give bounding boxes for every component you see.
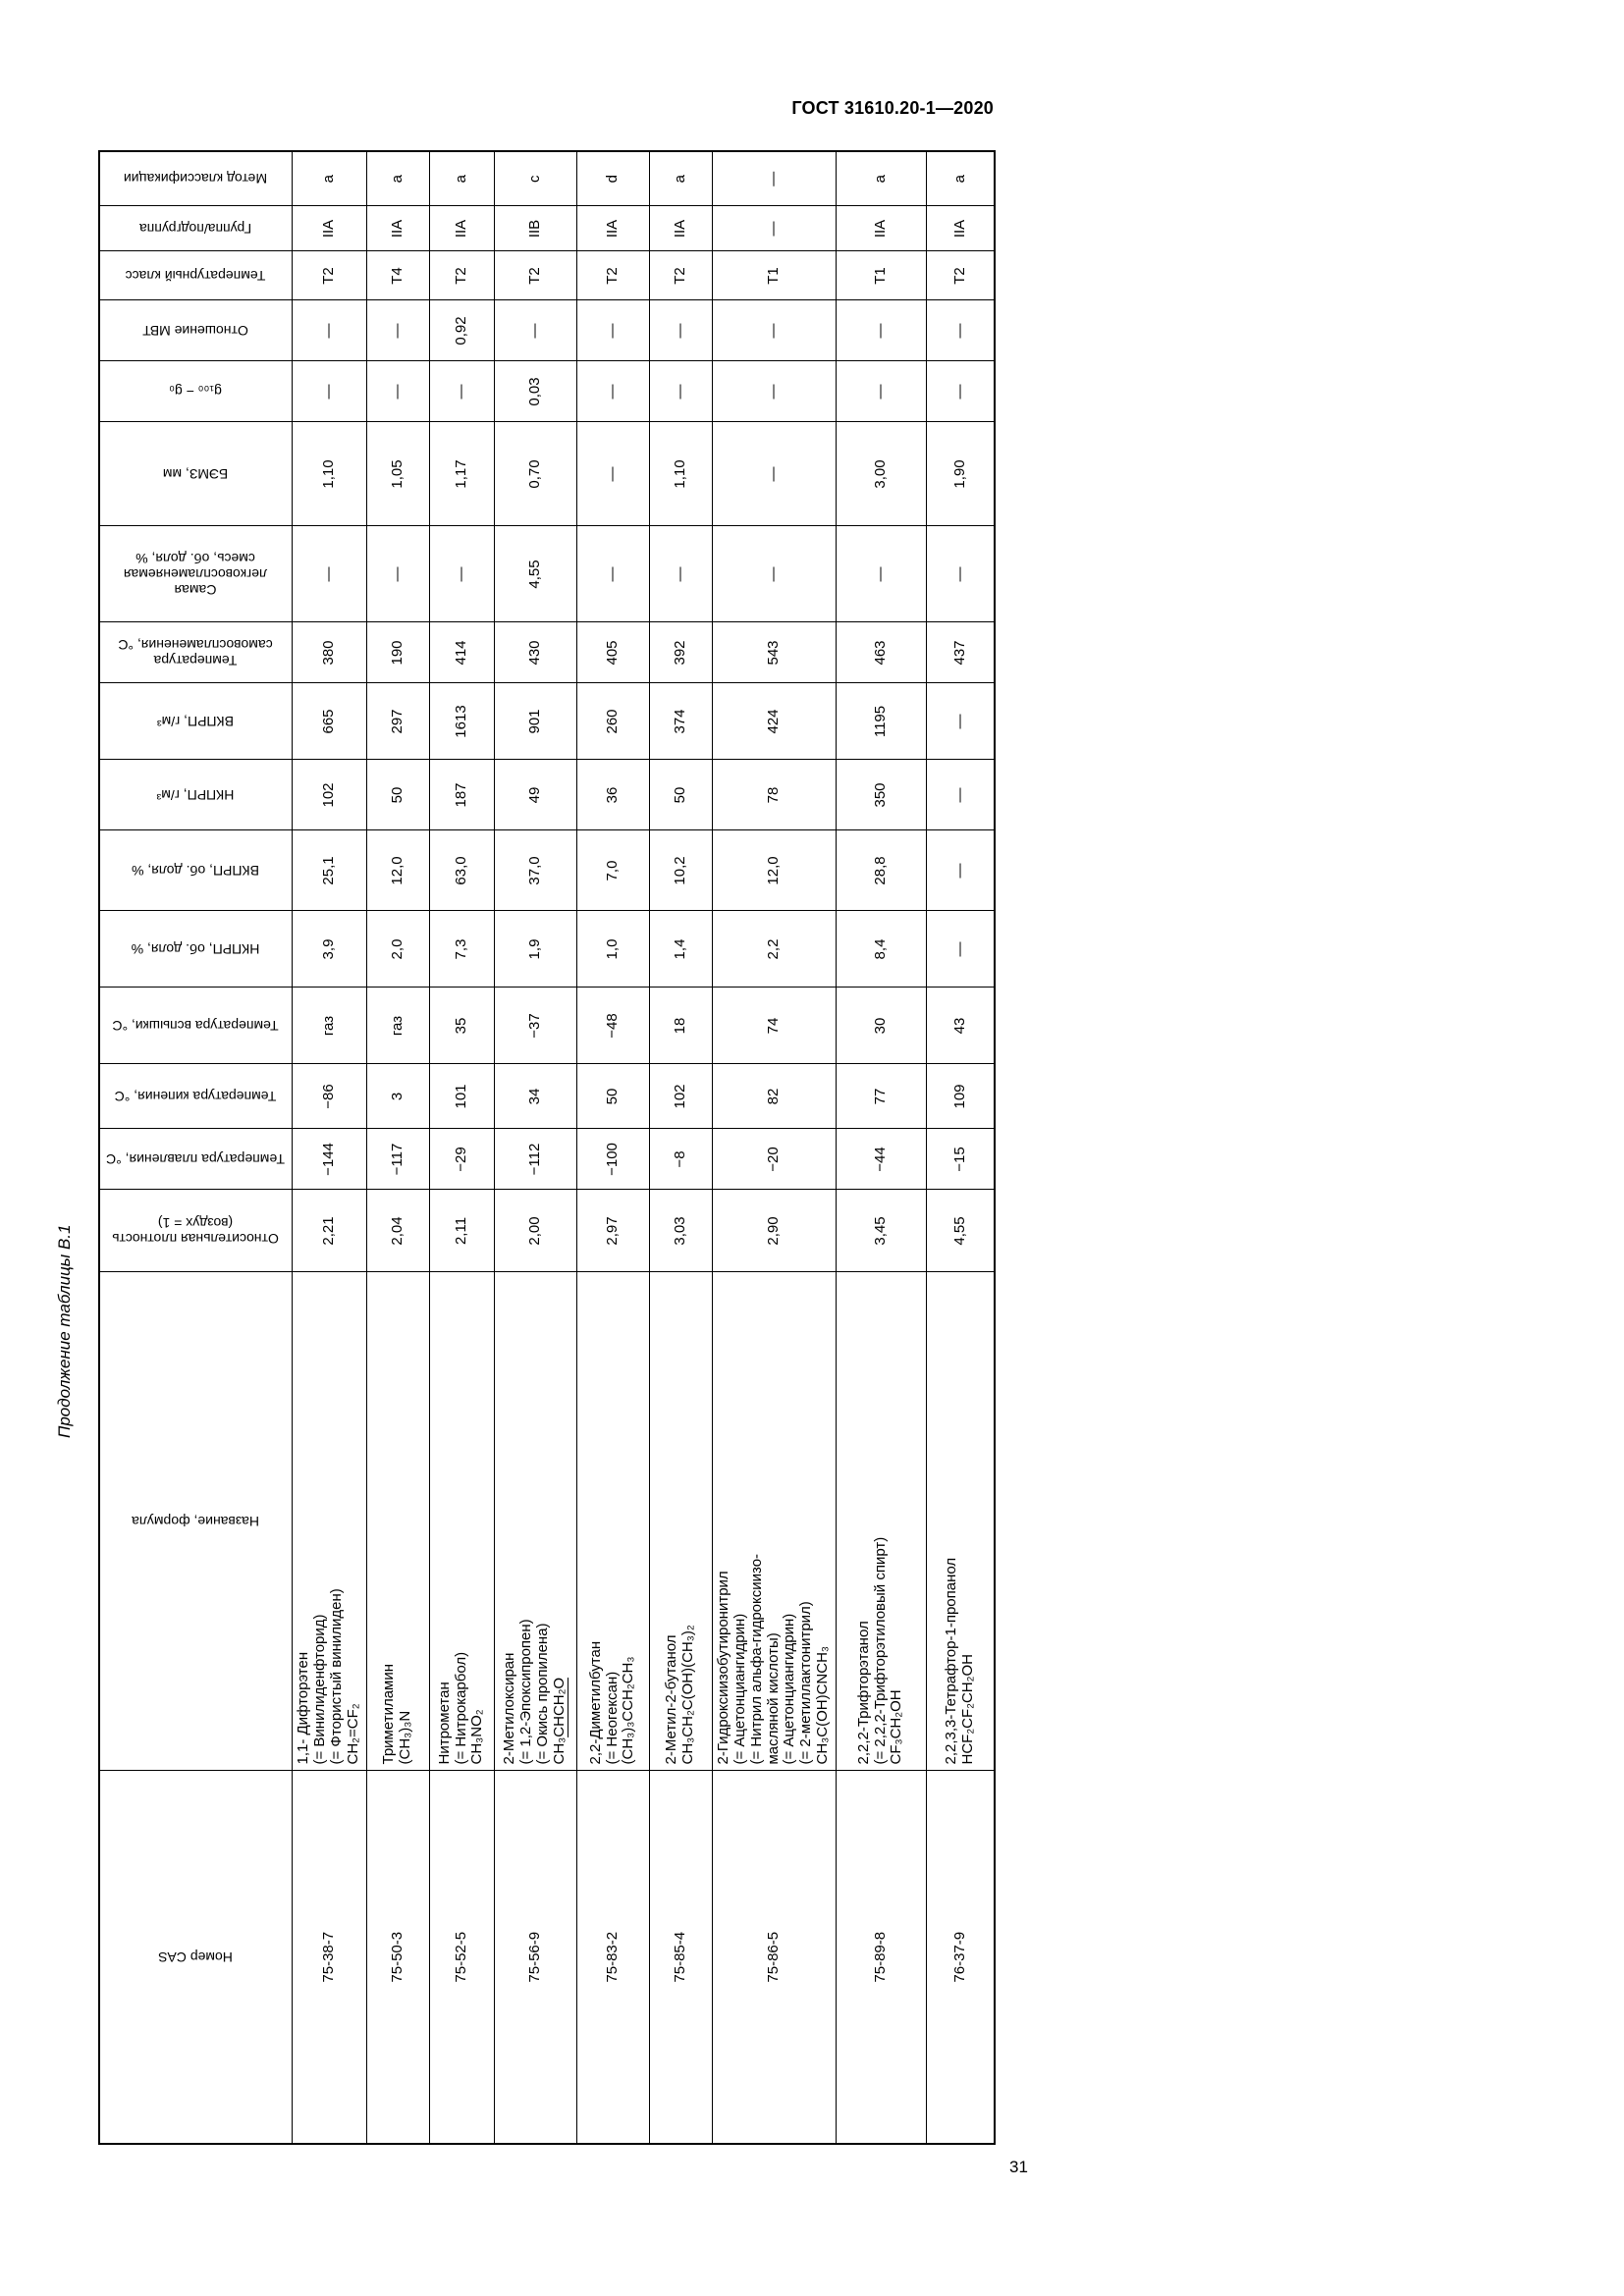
value-cell: 49 xyxy=(494,760,576,830)
substance-name-cell xyxy=(836,1272,926,1771)
substance-name-line: (= Ацетонциангидрин) xyxy=(731,1613,748,1765)
value-cell: 36 xyxy=(576,760,649,830)
substance-name-line: CH₂=CF₂ xyxy=(344,1703,361,1765)
value-cell: Т2 xyxy=(926,251,995,300)
value-cell: газ xyxy=(292,988,366,1064)
substance-name-line: 2-Гидроксиизобутиронитрил xyxy=(714,1571,731,1765)
value-cell: 35 xyxy=(429,988,494,1064)
value-cell: IIA xyxy=(292,206,366,251)
value-cell: — xyxy=(712,151,836,206)
value-cell: 3,9 xyxy=(292,911,366,988)
value-cell: 437 xyxy=(926,622,995,683)
substance-name-line: 2-Метил-2-бутанол xyxy=(663,1634,680,1765)
table-b1 xyxy=(98,150,996,2145)
value-cell: 1,17 xyxy=(429,422,494,526)
value-cell: 1,0 xyxy=(576,911,649,988)
cas-number-cell: 75-83-2 xyxy=(576,1771,649,2144)
value-cell: 3 xyxy=(366,1064,429,1129)
table-row xyxy=(649,151,712,2144)
rotated-table-container xyxy=(98,152,994,2145)
value-cell: 78 xyxy=(712,760,836,830)
value-cell: IIA xyxy=(576,206,649,251)
column-header-14 xyxy=(99,300,292,361)
value-cell: — xyxy=(926,760,995,830)
value-cell: −15 xyxy=(926,1129,995,1190)
substance-name-line: (= 2-метиллактонитрил) xyxy=(797,1601,815,1765)
value-cell: 190 xyxy=(366,622,429,683)
value-cell: 405 xyxy=(576,622,649,683)
value-cell: −86 xyxy=(292,1064,366,1129)
substance-name-line: 1,1- Дифторэтен xyxy=(295,1651,312,1765)
value-cell: — xyxy=(926,526,995,622)
substance-name-line: CH₃CH₂C(OH)(CH₃)₂ xyxy=(679,1625,696,1765)
value-cell: −100 xyxy=(576,1129,649,1190)
value-cell: 101 xyxy=(429,1064,494,1129)
value-cell: 74 xyxy=(712,988,836,1064)
value-cell: 50 xyxy=(366,760,429,830)
substance-name-line: (= Окись пропилена) xyxy=(534,1623,551,1765)
value-cell: — xyxy=(836,361,926,422)
column-header-label: Температура кипения, °С xyxy=(114,1089,277,1105)
column-header-7 xyxy=(99,830,292,911)
value-cell: a xyxy=(649,151,712,206)
value-cell: 2,21 xyxy=(292,1190,366,1272)
value-cell: 63,0 xyxy=(429,830,494,911)
table-row xyxy=(836,151,926,2144)
substance-name-line: 2,2,3,3-Тетрафтор-1-пропанол xyxy=(942,1557,959,1765)
table-header-row xyxy=(99,151,292,2144)
value-cell: Т1 xyxy=(836,251,926,300)
value-cell: 8,4 xyxy=(836,911,926,988)
value-cell: 12,0 xyxy=(366,830,429,911)
value-cell: Т2 xyxy=(494,251,576,300)
substance-name-line: HCF₂CF₂CH₂OH xyxy=(958,1654,976,1765)
value-cell: 2,00 xyxy=(494,1190,576,1272)
substance-name-line: (CH₃)₃CCH₂CH₃ xyxy=(620,1656,637,1765)
value-cell: 1,4 xyxy=(649,911,712,988)
value-cell: 2,04 xyxy=(366,1190,429,1272)
substance-name-line: (= Ацетонциангидрин) xyxy=(781,1613,798,1765)
value-cell: — xyxy=(649,526,712,622)
value-cell: — xyxy=(926,911,995,988)
table-row xyxy=(366,151,429,2144)
value-cell: −8 xyxy=(649,1129,712,1190)
cas-number-cell: 75-85-4 xyxy=(649,1771,712,2144)
column-header-label: НКПРП, г/м³ xyxy=(156,787,235,804)
value-cell: c xyxy=(494,151,576,206)
value-cell: 18 xyxy=(649,988,712,1064)
value-cell: 430 xyxy=(494,622,576,683)
table-continuation-caption: Продолжение таблицы В.1 xyxy=(55,1224,74,1438)
column-header-label: Температура плавления, °С xyxy=(106,1151,286,1168)
column-header-label: НКПРП, об. доля, % xyxy=(131,941,260,958)
column-header-4 xyxy=(99,1064,292,1129)
value-cell: Т2 xyxy=(649,251,712,300)
value-cell: 1,90 xyxy=(926,422,995,526)
value-cell: — xyxy=(649,361,712,422)
page-number: 31 xyxy=(1009,2158,1028,2176)
value-cell: −37 xyxy=(494,988,576,1064)
value-cell: 102 xyxy=(649,1064,712,1129)
value-cell: — xyxy=(576,526,649,622)
substance-name-line: 2,2,2-Трифторэтанол xyxy=(854,1621,872,1765)
column-header-label: g₁₀₀ − g₀ xyxy=(169,384,223,400)
substance-name-line: масляной кислоты) xyxy=(764,1632,782,1765)
value-cell: 4,55 xyxy=(494,526,576,622)
value-cell: 77 xyxy=(836,1064,926,1129)
value-cell: 7,0 xyxy=(576,830,649,911)
value-cell: 0,92 xyxy=(429,300,494,361)
column-header-label: Температура вспышки, °С xyxy=(112,1018,279,1035)
value-cell: a xyxy=(366,151,429,206)
value-cell: IIA xyxy=(649,206,712,251)
value-cell: — xyxy=(292,361,366,422)
substance-name-cell xyxy=(292,1272,366,1771)
value-cell: — xyxy=(926,300,995,361)
value-cell: a xyxy=(836,151,926,206)
value-cell: — xyxy=(926,683,995,760)
column-header-label: Самая легковоспламеняемая смесь, об. доля, % xyxy=(124,550,268,599)
substance-name-line: (= Винилиденфторид) xyxy=(311,1614,329,1765)
column-header-5 xyxy=(99,988,292,1064)
value-cell: 414 xyxy=(429,622,494,683)
column-header-3 xyxy=(99,1129,292,1190)
value-cell: 25,1 xyxy=(292,830,366,911)
substance-name-line: 2,2-Диметилбутан xyxy=(586,1640,604,1765)
value-cell: Т2 xyxy=(292,251,366,300)
value-cell: IIA xyxy=(366,206,429,251)
value-cell: 1,05 xyxy=(366,422,429,526)
value-cell: 50 xyxy=(576,1064,649,1129)
value-cell: 2,0 xyxy=(366,911,429,988)
table-row xyxy=(576,151,649,2144)
column-header-label: Температурный класс xyxy=(125,268,266,285)
value-cell: IIA xyxy=(836,206,926,251)
value-cell: 350 xyxy=(836,760,926,830)
value-cell: 2,11 xyxy=(429,1190,494,1272)
column-header-9 xyxy=(99,683,292,760)
value-cell: 109 xyxy=(926,1064,995,1129)
cas-number-cell: 75-89-8 xyxy=(836,1771,926,2144)
column-header-label: Метод классификации xyxy=(124,171,268,187)
substance-name-line: CF₃CH₂OH xyxy=(888,1689,905,1765)
value-cell: Т2 xyxy=(576,251,649,300)
table-row xyxy=(292,151,366,2144)
value-cell: 392 xyxy=(649,622,712,683)
column-header-label: БЭМЗ, мм xyxy=(163,466,229,483)
value-cell: — xyxy=(712,526,836,622)
value-cell: 1,10 xyxy=(649,422,712,526)
value-cell: −144 xyxy=(292,1129,366,1190)
value-cell: IIA xyxy=(429,206,494,251)
value-cell: — xyxy=(712,206,836,251)
substance-name-line: (CH₃)₃N xyxy=(397,1710,413,1765)
substance-name-cell xyxy=(712,1272,836,1771)
value-cell: 297 xyxy=(366,683,429,760)
value-cell: 28,8 xyxy=(836,830,926,911)
column-header-6 xyxy=(99,911,292,988)
column-header-1 xyxy=(99,1272,292,1771)
value-cell: — xyxy=(292,526,366,622)
column-header-10 xyxy=(99,622,292,683)
value-cell: 665 xyxy=(292,683,366,760)
cas-number-cell: 76-37-9 xyxy=(926,1771,995,2144)
value-cell: Т4 xyxy=(366,251,429,300)
column-header-11 xyxy=(99,526,292,622)
value-cell: — xyxy=(429,526,494,622)
substance-name-line: (= Фтористый винилиден) xyxy=(328,1588,345,1765)
value-cell: 0,03 xyxy=(494,361,576,422)
column-header-label: Относительная плотность (воздух = 1) xyxy=(112,1215,280,1248)
value-cell: Т1 xyxy=(712,251,836,300)
value-cell: a xyxy=(292,151,366,206)
value-cell: IIA xyxy=(926,206,995,251)
substance-name-cell xyxy=(494,1272,576,1771)
value-cell: 1613 xyxy=(429,683,494,760)
value-cell: 3,00 xyxy=(836,422,926,526)
value-cell: −29 xyxy=(429,1129,494,1190)
column-header-label: Номер CAS xyxy=(158,1949,234,1965)
value-cell: 12,0 xyxy=(712,830,836,911)
value-cell: 2,97 xyxy=(576,1190,649,1272)
value-cell: a xyxy=(926,151,995,206)
value-cell: 424 xyxy=(712,683,836,760)
column-header-label: ВКПРП, г/м³ xyxy=(157,714,235,730)
value-cell: 4,55 xyxy=(926,1190,995,1272)
substance-name-line: (= 1,2-Эпоксипропен) xyxy=(517,1619,535,1765)
value-cell: −44 xyxy=(836,1129,926,1190)
value-cell: 463 xyxy=(836,622,926,683)
column-header-16 xyxy=(99,206,292,251)
value-cell: d xyxy=(576,151,649,206)
substance-name-line: Триметиламин xyxy=(380,1663,398,1765)
value-cell: a xyxy=(429,151,494,206)
value-cell: газ xyxy=(366,988,429,1064)
value-cell: 260 xyxy=(576,683,649,760)
cas-number-cell: 75-56-9 xyxy=(494,1771,576,2144)
value-cell: 380 xyxy=(292,622,366,683)
substance-name-line: (= Нитрокарбол) xyxy=(452,1651,469,1765)
value-cell: 2,90 xyxy=(712,1190,836,1272)
value-cell: 1,10 xyxy=(292,422,366,526)
value-cell: — xyxy=(366,300,429,361)
table-row xyxy=(429,151,494,2144)
cas-number-cell: 75-86-5 xyxy=(712,1771,836,2144)
substance-name-cell xyxy=(926,1272,995,1771)
column-header-0 xyxy=(99,1771,292,2144)
value-cell: — xyxy=(649,300,712,361)
value-cell: −117 xyxy=(366,1129,429,1190)
value-cell: 901 xyxy=(494,683,576,760)
value-cell: 34 xyxy=(494,1064,576,1129)
value-cell: 7,3 xyxy=(429,911,494,988)
value-cell: 543 xyxy=(712,622,836,683)
value-cell: 2,2 xyxy=(712,911,836,988)
value-cell: — xyxy=(836,300,926,361)
value-cell: −20 xyxy=(712,1129,836,1190)
substance-name-line: (= Нитрил альфа-гидроксиизо- xyxy=(747,1553,765,1765)
column-header-2 xyxy=(99,1190,292,1272)
substance-name-cell xyxy=(649,1272,712,1771)
value-cell: 102 xyxy=(292,760,366,830)
substance-name-cell xyxy=(429,1272,494,1771)
cas-number-cell: 75-52-5 xyxy=(429,1771,494,2144)
ring-bond-underline: CHCH₂O xyxy=(550,1677,568,1737)
table-row xyxy=(494,151,576,2144)
substance-name-line: (= 2,2,2-Трифторэтиловый спирт) xyxy=(871,1536,889,1765)
value-cell: 3,03 xyxy=(649,1190,712,1272)
value-cell: 10,2 xyxy=(649,830,712,911)
column-header-12 xyxy=(99,422,292,526)
document-standard-header: ГОСТ 31610.20-1—2020 xyxy=(791,98,994,118)
column-header-label: Температура самовоспламенения, °С xyxy=(118,637,273,669)
value-cell: 374 xyxy=(649,683,712,760)
value-cell: 43 xyxy=(926,988,995,1064)
value-cell: — xyxy=(292,300,366,361)
value-cell: 187 xyxy=(429,760,494,830)
table-row xyxy=(712,151,836,2144)
value-cell: — xyxy=(366,526,429,622)
value-cell: — xyxy=(576,422,649,526)
column-header-label: Отношение МВТ xyxy=(142,323,249,340)
column-header-label: Название, формула xyxy=(132,1514,260,1530)
column-header-13 xyxy=(99,361,292,422)
value-cell: 3,45 xyxy=(836,1190,926,1272)
substance-name-line: (= Неогексан) xyxy=(603,1671,621,1765)
value-cell: — xyxy=(576,361,649,422)
value-cell: 1195 xyxy=(836,683,926,760)
value-cell: −48 xyxy=(576,988,649,1064)
substance-name-cell xyxy=(366,1272,429,1771)
value-cell: 30 xyxy=(836,988,926,1064)
table-row xyxy=(926,151,995,2144)
substance-formula-ring-line: CH₃CHCH₂O xyxy=(550,1677,568,1765)
substance-name-line: 2-Метилоксиран xyxy=(501,1652,518,1765)
column-header-label: Группа/подгруппа xyxy=(139,221,252,238)
substance-name-line: CH₃C(OH)CNCH₃ xyxy=(814,1645,832,1765)
value-cell: 37,0 xyxy=(494,830,576,911)
cas-number-cell: 75-38-7 xyxy=(292,1771,366,2144)
value-cell: — xyxy=(712,300,836,361)
value-cell: IIB xyxy=(494,206,576,251)
value-cell: Т2 xyxy=(429,251,494,300)
value-cell: — xyxy=(429,361,494,422)
value-cell: — xyxy=(494,300,576,361)
value-cell: — xyxy=(576,300,649,361)
column-header-15 xyxy=(99,251,292,300)
value-cell: — xyxy=(926,361,995,422)
cas-number-cell: 75-50-3 xyxy=(366,1771,429,2144)
value-cell: — xyxy=(366,361,429,422)
column-header-8 xyxy=(99,760,292,830)
substance-name-line: CH₃NO₂ xyxy=(468,1709,486,1765)
column-header-17 xyxy=(99,151,292,206)
value-cell: — xyxy=(712,361,836,422)
value-cell: — xyxy=(926,830,995,911)
value-cell: 1,9 xyxy=(494,911,576,988)
value-cell: 82 xyxy=(712,1064,836,1129)
column-header-label: ВКПРП, об. доля, % xyxy=(132,863,260,880)
value-cell: — xyxy=(712,422,836,526)
substance-name-cell xyxy=(576,1272,649,1771)
value-cell: −112 xyxy=(494,1129,576,1190)
substance-name-line: Нитрометан xyxy=(435,1682,453,1765)
value-cell: — xyxy=(836,526,926,622)
value-cell: 50 xyxy=(649,760,712,830)
value-cell: 0,70 xyxy=(494,422,576,526)
